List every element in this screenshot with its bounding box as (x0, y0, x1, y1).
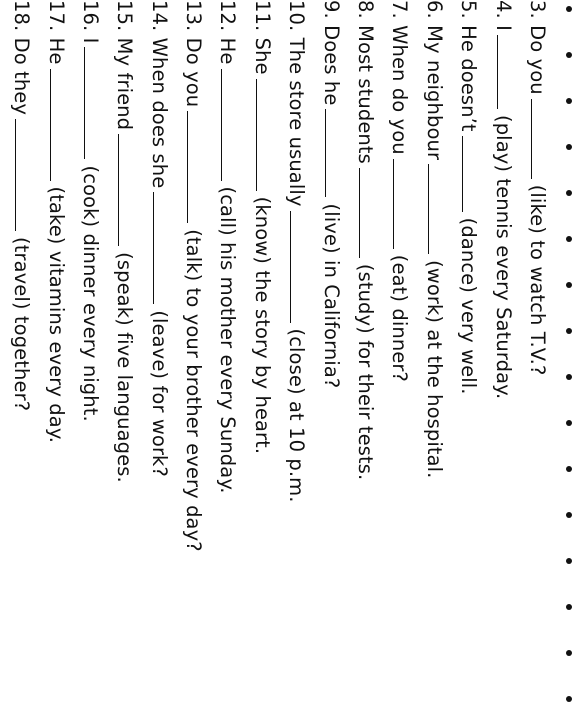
border-dot (566, 98, 572, 104)
verb-hint: (work) (422, 260, 446, 324)
sentence-end: at 10 p.m. (285, 400, 309, 503)
sentence-end: together? (10, 315, 34, 412)
item-number: 13. (182, 0, 206, 32)
answer-blank[interactable] (15, 119, 17, 231)
verb-hint: (dance) (457, 217, 481, 293)
sentence-end: to your brother every day? (182, 287, 206, 552)
sentence-start: Do you (182, 37, 206, 108)
border-dot (566, 650, 572, 656)
item-number: 5. (457, 0, 481, 19)
border-dot (566, 512, 572, 518)
exercise-item (0, 0, 4, 721)
answer-blank[interactable] (221, 69, 223, 181)
answer-blank[interactable] (497, 35, 499, 109)
sentence-start: Do they (10, 37, 34, 116)
verb-hint: (call) (216, 186, 240, 236)
border-dot (566, 282, 572, 288)
verb-hint: (close) (285, 328, 309, 395)
sentence-start: He doesn’t (457, 25, 481, 132)
border-dot (566, 466, 572, 472)
border-dot (566, 190, 572, 196)
border-dot (566, 328, 572, 334)
exercise-item (176, 0, 210, 721)
exercise-item (279, 0, 313, 721)
sentence-end: for their tests. (354, 340, 378, 481)
item-number: 17. (44, 0, 68, 32)
sentence-start: When does she (147, 37, 171, 189)
verb-hint: (take) (44, 186, 68, 245)
answer-blank[interactable] (325, 109, 327, 197)
item-number: 4. (491, 0, 515, 19)
sentence-end: for work? (147, 385, 171, 477)
exercise-item (107, 0, 141, 721)
sentence-end: dinner every night. (78, 233, 102, 422)
sentence-start: Does he (319, 25, 343, 106)
answer-blank[interactable] (187, 111, 189, 223)
exercise-item (313, 0, 347, 721)
border-dot (566, 604, 572, 610)
answer-blank[interactable] (359, 168, 361, 258)
item-number: 6. (422, 0, 446, 19)
item-number: 10. (285, 0, 309, 32)
exercise-item (416, 0, 450, 721)
dotted-border (562, 0, 576, 721)
exercise-item (73, 0, 107, 721)
answer-blank[interactable] (531, 99, 533, 179)
sentence-start: I (78, 37, 102, 44)
item-number: 3. (526, 0, 549, 19)
sentence-start: He (44, 37, 68, 65)
verb-hint: (play) (491, 114, 515, 173)
verb-hint: (eat) (388, 254, 412, 303)
verb-hint: (talk) (182, 229, 206, 282)
sentence-start: He (216, 37, 240, 65)
exercise-item (382, 0, 416, 721)
sentence-end: the story by heart. (250, 270, 274, 455)
verb-hint: (study) (354, 263, 378, 334)
sentence-start: Do you (526, 25, 549, 95)
exercise-item (244, 0, 278, 721)
exercise-item (210, 0, 244, 721)
verb-hint: (know) (250, 196, 274, 265)
sentence-start: My friend (113, 37, 137, 131)
sentence-end: dinner? (388, 308, 412, 382)
sentence-end: in California? (319, 260, 343, 389)
verb-hint: (live) (319, 203, 343, 254)
sentence-end: to watch T.V.? (526, 240, 549, 376)
border-dot (566, 144, 572, 150)
item-number: 16. (78, 0, 102, 32)
sentence-end: tennis every Saturday. (491, 178, 515, 400)
sentence-end: very well. (457, 299, 481, 395)
answer-blank[interactable] (462, 136, 464, 212)
exercise-item (520, 0, 554, 721)
exercise-item (141, 0, 175, 721)
item-number: 11. (250, 0, 274, 32)
sentence-end: vitamins every day. (44, 250, 68, 443)
border-dot (566, 696, 572, 702)
verb-hint: (leave) (147, 310, 171, 380)
border-dot (566, 236, 572, 242)
sentence-end: at the hospital. (422, 329, 446, 479)
sentence-start: I (491, 25, 515, 31)
answer-blank[interactable] (153, 192, 155, 304)
sentence-start: When do you (388, 25, 412, 155)
verb-hint: (speak) (113, 252, 137, 326)
exercise-item (451, 0, 485, 721)
answer-blank[interactable] (118, 134, 120, 246)
answer-blank[interactable] (290, 211, 292, 323)
item-number: 12. (216, 0, 240, 32)
sentence-end: five languages. (113, 332, 137, 483)
item-number: 7. (388, 0, 412, 19)
border-dot (566, 374, 572, 380)
exercise-item (485, 0, 519, 721)
border-dot (566, 420, 572, 426)
border-dot (566, 52, 572, 58)
border-dot (566, 558, 572, 564)
sentence-start: She (250, 37, 274, 75)
answer-blank[interactable] (256, 79, 258, 191)
sentence-start: Most students (354, 25, 378, 164)
item-number: 14. (147, 0, 171, 32)
item-number: 8. (354, 0, 378, 19)
item-number: 15. (113, 0, 137, 32)
item-number: 9. (319, 0, 343, 19)
exercise-item (348, 0, 382, 721)
sentence-start: My neighbour (422, 25, 446, 161)
answer-blank[interactable] (393, 159, 395, 249)
item-number: 18. (10, 0, 34, 32)
sentence-start: The store usually (285, 37, 309, 207)
verb-hint: (like) (526, 184, 549, 234)
answer-blank[interactable] (428, 164, 430, 254)
sentence-end: his mother every Sunday. (216, 242, 240, 494)
verb-hint: (cook) (78, 165, 102, 228)
exercise-item (38, 0, 72, 721)
exercise-item (4, 0, 38, 721)
answer-blank[interactable] (50, 69, 52, 181)
border-dot (566, 6, 572, 12)
answer-blank[interactable] (84, 47, 86, 159)
verb-hint: (travel) (10, 237, 34, 310)
